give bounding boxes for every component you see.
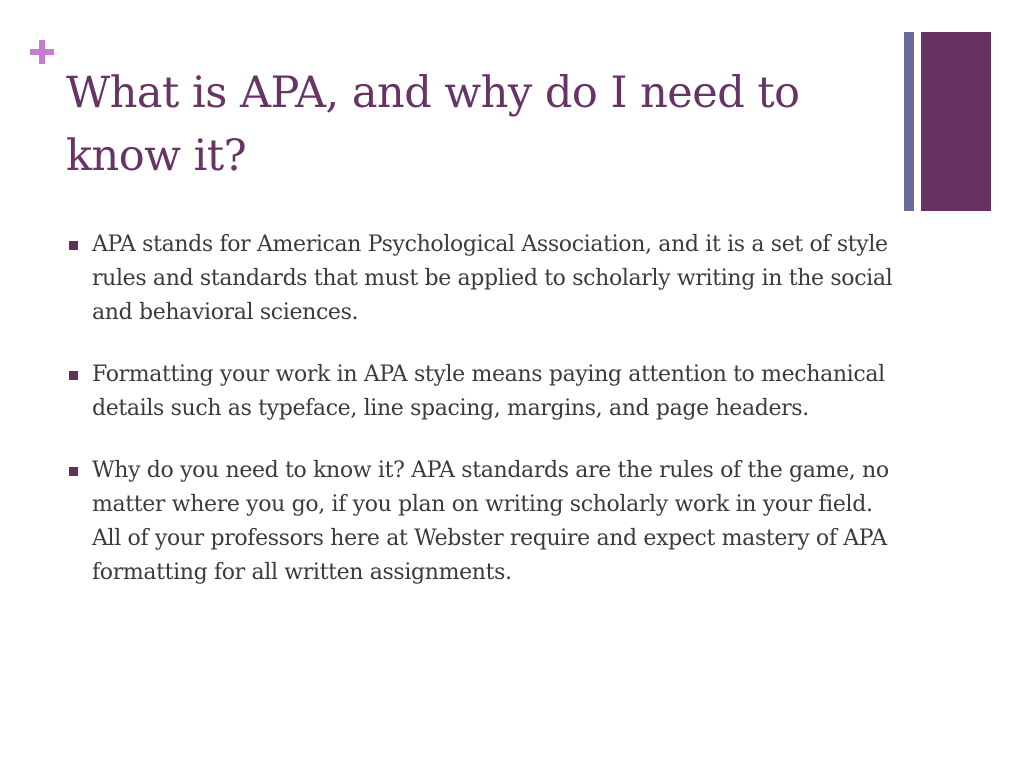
bullet-item bbox=[66, 454, 896, 590]
slide-title: What is APA, and why do I need to know it? bbox=[66, 68, 800, 181]
accent-bar-thick bbox=[921, 32, 991, 211]
bullet-item bbox=[66, 358, 896, 426]
bullet-text: APA stands for American Psychological Association, and it is a set of style rules and standards that must be applied to scholarly writing in the social and behavioral sciences. bbox=[92, 232, 893, 325]
accent-bar-thin bbox=[904, 32, 914, 211]
square-bullet-icon bbox=[69, 467, 78, 476]
bullet-item bbox=[66, 228, 896, 330]
bullet-text: Formatting your work in APA style means paying attention to mechanical details such as typeface, line spacing, margins, and page headers. bbox=[92, 362, 885, 421]
bullet-text: Why do you need to know it? APA standards are the rules of the game, no matter where you go, if you plan on writing scholarly work in your field. All of your professors here at Webster require and expect mastery of APA formatting for all written assignments. bbox=[92, 458, 889, 585]
square-bullet-icon bbox=[69, 241, 78, 250]
plus-icon bbox=[28, 38, 56, 66]
square-bullet-icon bbox=[69, 371, 78, 380]
bullet-list bbox=[66, 228, 896, 618]
